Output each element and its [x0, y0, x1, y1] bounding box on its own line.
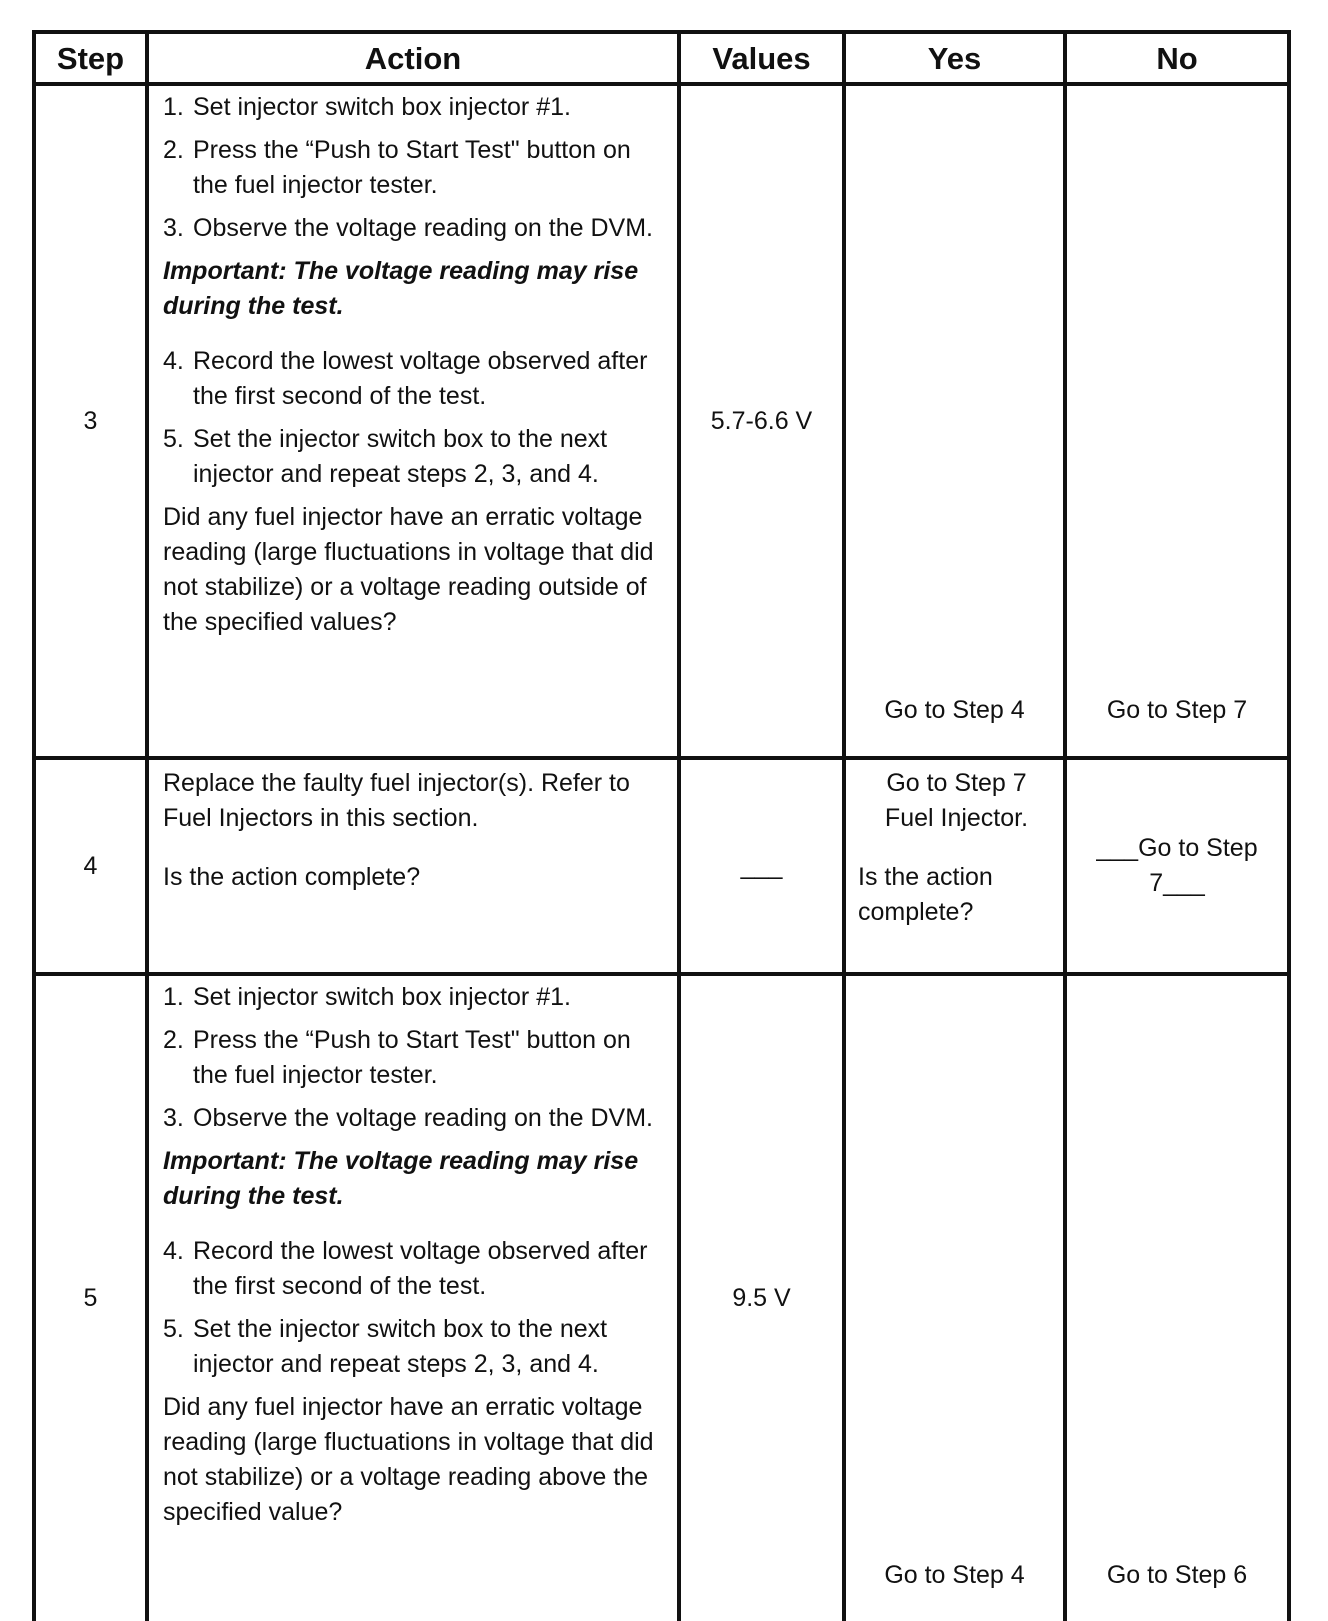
- table-row-step-3: [34, 84, 1289, 758]
- action-list: [163, 344, 665, 492]
- no-cell: ___Go to Step 7___: [1065, 758, 1289, 974]
- yes-cell: [844, 758, 1065, 974]
- yes-text: Fuel Injector.: [884, 804, 1029, 832]
- important-note: Important: The voltage reading may rise during the test.: [163, 1147, 639, 1210]
- values-cell: 9.5 V: [679, 974, 844, 1621]
- table-row-step-4: [34, 758, 1289, 974]
- action-text: Replace the faulty fuel injector(s). Refer to Fuel Injectors in this section.: [163, 769, 630, 832]
- values-cell: 5.7-6.6 V: [679, 84, 844, 758]
- yes-goto: Go to Step 4: [884, 696, 1025, 724]
- list-item: 3. Observe the voltage reading on the DVM.: [163, 214, 653, 242]
- list-item: 1. Set injector switch box injector #1.: [163, 983, 571, 1011]
- list-item: 2. Press the “Push to Start Test" button on the fuel injector tester.: [163, 1026, 631, 1089]
- action-list: [163, 980, 665, 1136]
- action-list: [163, 90, 665, 246]
- action-cell: [147, 84, 679, 758]
- action-question: Did any fuel injector have an erratic voltage reading (large fluctuations in voltage that did not stabilize) or a voltage reading above the specified value?: [163, 1393, 654, 1526]
- no-cell: [1065, 974, 1289, 1621]
- yes-cell: [844, 974, 1065, 1621]
- step-number: 5: [34, 974, 147, 1621]
- list-item: 5. Set the injector switch box to the next injector and repeat steps 2, 3, and 4.: [163, 425, 608, 488]
- yes-goto: Go to Step 4: [884, 1561, 1025, 1589]
- important-note: Important: The voltage reading may rise during the test.: [163, 257, 639, 320]
- action-list: [163, 1234, 665, 1382]
- list-item: 3. Observe the voltage reading on the DVM.: [163, 1104, 653, 1132]
- diagnostic-table: [32, 30, 1291, 1621]
- action-question: Is the action complete?: [163, 863, 421, 891]
- header-row: [34, 32, 1289, 84]
- header-no: No: [1065, 32, 1289, 84]
- action-cell: [147, 758, 679, 974]
- yes-goto: Go to Step 7: [886, 769, 1027, 797]
- step-number: 3: [34, 84, 147, 758]
- values-cell: ___: [679, 758, 844, 974]
- header-step: Step: [34, 32, 147, 84]
- yes-question: Is the action complete?: [858, 863, 993, 926]
- header-action: Action: [147, 32, 679, 84]
- table-row-step-5: [34, 974, 1289, 1621]
- list-item: 5. Set the injector switch box to the next injector and repeat steps 2, 3, and 4.: [163, 1315, 608, 1378]
- list-item: 4. Record the lowest voltage observed after the first second of the test.: [163, 347, 648, 410]
- yes-cell: [844, 84, 1065, 758]
- header-values: Values: [679, 32, 844, 84]
- no-goto: Go to Step 7: [1106, 696, 1248, 724]
- list-item: 1. Set injector switch box injector #1.: [163, 93, 571, 121]
- no-goto: Go to Step 6: [1106, 1561, 1248, 1589]
- action-question: Did any fuel injector have an erratic voltage reading (large fluctuations in voltage that did not stabilize) or a voltage reading outside of the specified values?: [163, 503, 654, 636]
- no-cell: [1065, 84, 1289, 758]
- list-item: 2. Press the “Push to Start Test" button on the fuel injector tester.: [163, 136, 631, 199]
- list-item: 4. Record the lowest voltage observed after the first second of the test.: [163, 1237, 648, 1300]
- action-cell: [147, 974, 679, 1621]
- step-number: 4: [34, 758, 147, 974]
- header-yes: Yes: [844, 32, 1065, 84]
